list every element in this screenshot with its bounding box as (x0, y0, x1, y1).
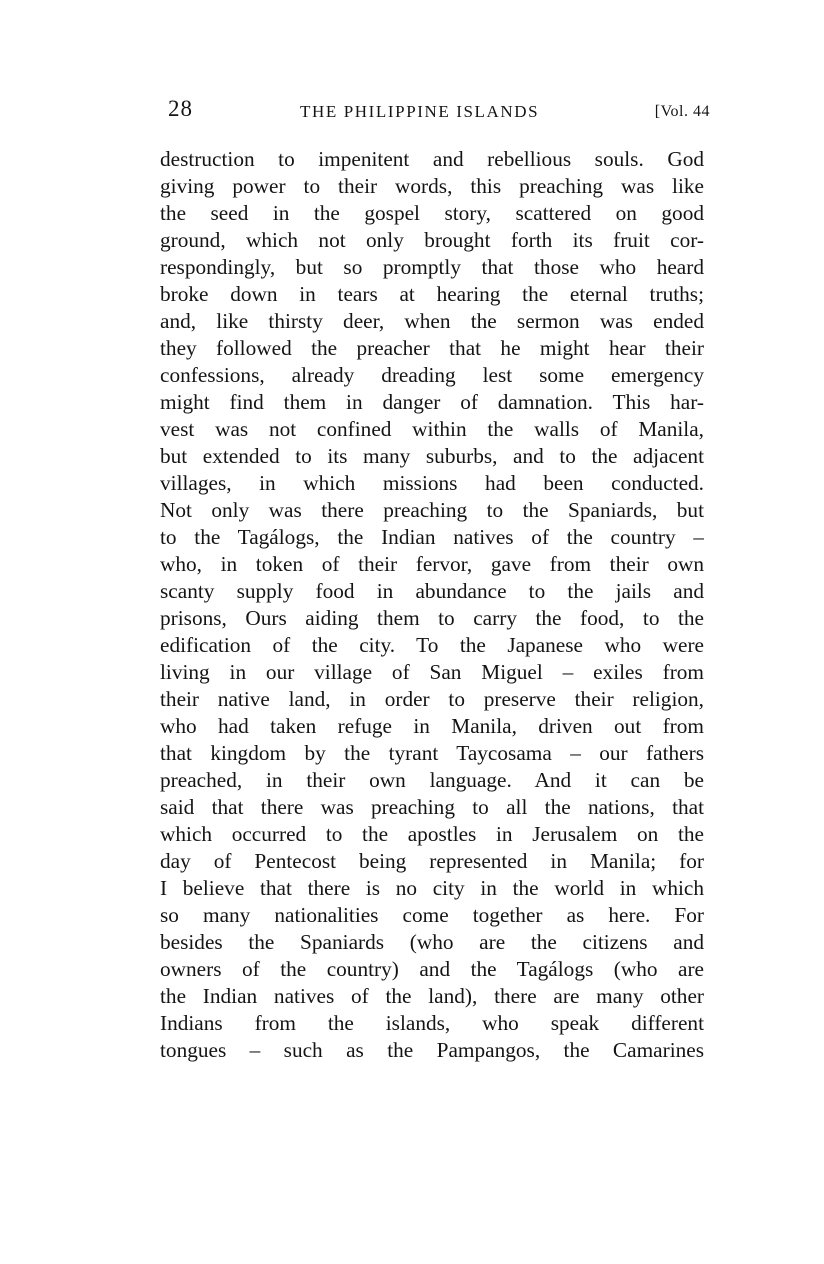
text-line: to the Tagálogs, the Indian natives of the country – (160, 525, 704, 549)
text-line: scanty supply food in abundance to the jails and (160, 579, 704, 603)
text-line: preached, in their own language. And it can be (160, 768, 704, 792)
text-line: owners of the country) and the Tagálogs (who are (160, 957, 704, 981)
running-title: THE PHILIPPINE ISLANDS (300, 102, 540, 121)
text-line: destruction to impenitent and rebellious souls. God (160, 147, 704, 171)
text-line: Not only was there preaching to the Spaniards, but (160, 498, 704, 522)
text-line: so many nationalities come together as here. For (160, 903, 704, 927)
text-line: vest was not confined within the walls of Manila, (160, 417, 704, 441)
text-line: broke down in tears at hearing the eternal truths; (160, 282, 704, 306)
text-line: villages, in which missions had been conducted. (160, 471, 704, 495)
text-line: who, in token of their fervor, gave from their own (160, 552, 704, 576)
text-line: edification of the city. To the Japanese who were (160, 633, 704, 657)
text-line: giving power to their words, this preaching was like (160, 174, 704, 198)
text-line: day of Pentecost being represented in Manila; for (160, 849, 704, 873)
text-line: and, like thirsty deer, when the sermon was ended (160, 309, 704, 333)
text-line: might find them in danger of damnation. This har- (160, 390, 704, 414)
text-line: who had taken refuge in Manila, driven out from (160, 714, 704, 738)
text-line: their native land, in order to preserve their religion, (160, 687, 704, 711)
text-line: tongues – such as the Pampangos, the Camarines (160, 1038, 704, 1062)
text-line: the Indian natives of the land), there are many other (160, 984, 704, 1008)
text-line: respondingly, but so promptly that those who heard (160, 255, 704, 279)
text-line: besides the Spaniards (who are the citizens and (160, 930, 704, 954)
text-line: prisons, Ours aiding them to carry the food, to the (160, 606, 704, 630)
text-line: the seed in the gospel story, scattered on good (160, 201, 704, 225)
body-text (160, 146, 704, 1064)
text-line: ground, which not only brought forth its fruit cor- (160, 228, 704, 252)
page-number: 28 (168, 96, 193, 121)
text-line: but extended to its many suburbs, and to the adjacent (160, 444, 704, 468)
text-line: I believe that there is no city in the world in which (160, 876, 704, 900)
text-line: Indians from the islands, who speak different (160, 1011, 704, 1035)
volume-label: [Vol. 44 (654, 103, 710, 120)
text-line: they followed the preacher that he might hear their (160, 336, 704, 360)
text-line: confessions, already dreading lest some emergency (160, 363, 704, 387)
text-line: that kingdom by the tyrant Taycosama – our fathers (160, 741, 704, 765)
text-line: said that there was preaching to all the nations, that (160, 795, 704, 819)
running-header (168, 96, 710, 126)
text-line: which occurred to the apostles in Jerusalem on the (160, 822, 704, 846)
text-line: living in our village of San Miguel – exiles from (160, 660, 704, 684)
